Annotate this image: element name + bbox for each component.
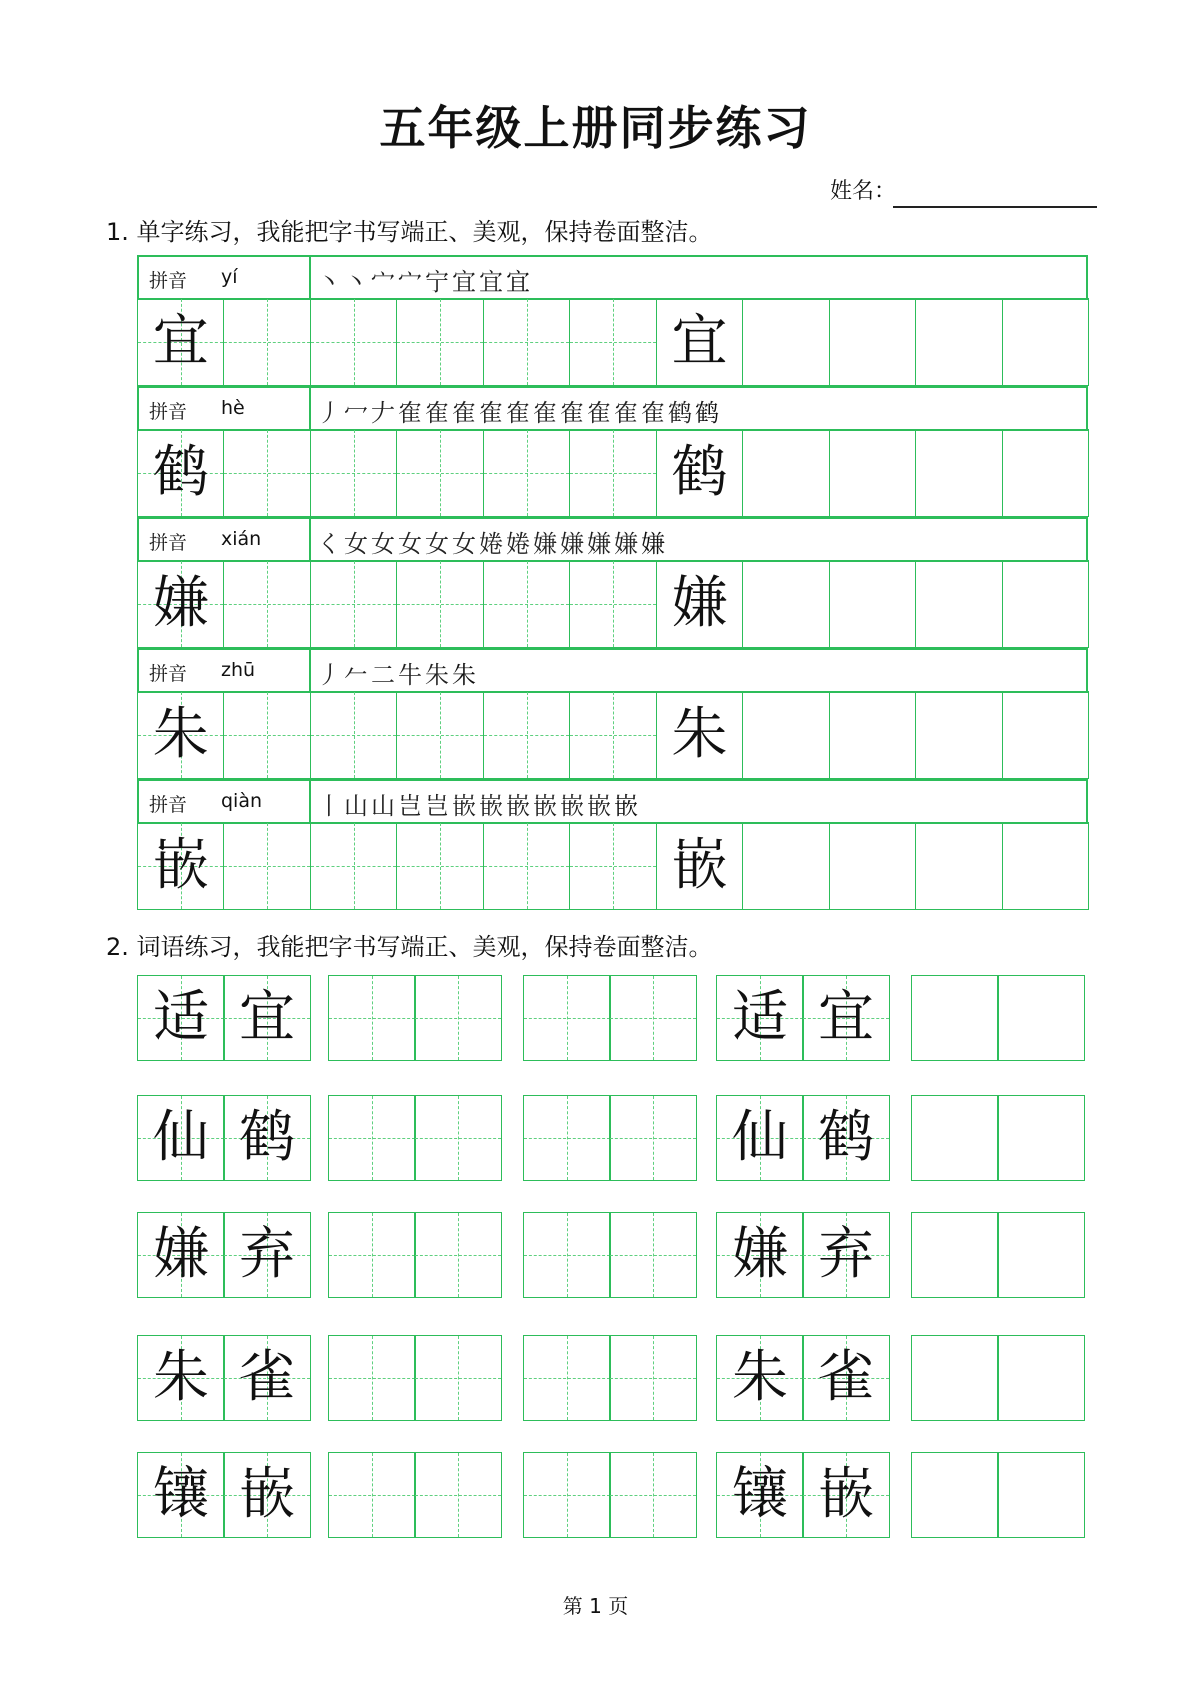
writing-cell[interactable] bbox=[915, 691, 1002, 779]
word-model-cell[interactable] bbox=[137, 1212, 225, 1298]
word-model-cell[interactable] bbox=[223, 1452, 311, 1538]
word-writing-cell[interactable] bbox=[911, 1335, 999, 1421]
guide-line-horizontal bbox=[415, 1018, 501, 1019]
model-char-cell[interactable] bbox=[656, 429, 743, 517]
model-character: 朱 bbox=[152, 702, 209, 767]
model-char-cell[interactable] bbox=[656, 691, 743, 779]
guide-line-horizontal bbox=[397, 866, 482, 867]
model-character: 镶 bbox=[732, 1462, 788, 1527]
word-writing-cell[interactable] bbox=[328, 1452, 416, 1538]
model-character: 宜 bbox=[239, 985, 295, 1050]
stroke-step: 𠂉 bbox=[344, 661, 369, 689]
pinyin-value: zhū bbox=[221, 659, 256, 681]
guide-line-horizontal bbox=[610, 1255, 696, 1256]
writing-cell[interactable] bbox=[310, 560, 397, 648]
guide-line-horizontal bbox=[311, 342, 396, 343]
stroke-step: 岂 bbox=[425, 792, 450, 820]
stroke-step: 山 bbox=[371, 792, 396, 820]
word-writing-cell[interactable] bbox=[414, 1212, 502, 1298]
pinyin-label: 拼音 bbox=[149, 532, 188, 554]
guide-line-horizontal bbox=[484, 604, 569, 605]
word-model-cell[interactable] bbox=[802, 1335, 890, 1421]
word-writing-cell[interactable] bbox=[414, 975, 502, 1061]
word-writing-cell[interactable] bbox=[997, 1212, 1085, 1298]
model-character: 仙 bbox=[153, 1105, 209, 1170]
word-model-cell[interactable] bbox=[802, 1452, 890, 1538]
writing-cell[interactable] bbox=[310, 298, 397, 386]
word-writing-cell[interactable] bbox=[997, 1335, 1085, 1421]
word-model-cell[interactable] bbox=[716, 1335, 804, 1421]
model-character: 嫌 bbox=[732, 1222, 788, 1287]
divider bbox=[309, 388, 311, 429]
pinyin-value: xián bbox=[221, 528, 262, 550]
word-writing-cell[interactable] bbox=[911, 1212, 999, 1298]
guide-line-horizontal bbox=[329, 1378, 415, 1379]
word-writing-cell[interactable] bbox=[609, 975, 697, 1061]
writing-cell[interactable] bbox=[569, 691, 656, 779]
stroke-step: 隺 bbox=[425, 399, 450, 427]
model-character: 仙 bbox=[732, 1105, 788, 1170]
writing-cell[interactable] bbox=[1002, 822, 1089, 910]
guide-line-horizontal bbox=[524, 1255, 610, 1256]
guide-line-horizontal bbox=[311, 604, 396, 605]
word-writing-cell[interactable] bbox=[328, 1212, 416, 1298]
writing-cell[interactable] bbox=[569, 429, 656, 517]
stroke-step: 岂 bbox=[398, 792, 423, 820]
guide-line-horizontal bbox=[570, 473, 655, 474]
guide-line-horizontal bbox=[224, 342, 309, 343]
writing-cell[interactable] bbox=[742, 298, 829, 386]
guide-line-horizontal bbox=[397, 604, 482, 605]
guide-line-horizontal bbox=[484, 866, 569, 867]
stroke-step: 丿 bbox=[317, 399, 342, 427]
writing-cell[interactable] bbox=[915, 560, 1002, 648]
guide-line-horizontal bbox=[224, 735, 309, 736]
section2-heading: 2. 词语练习，我能把字书写端正、美观，保持卷面整洁。 bbox=[106, 933, 713, 961]
guide-line-horizontal bbox=[397, 473, 482, 474]
writing-cell[interactable] bbox=[223, 429, 310, 517]
stroke-step: 嵌 bbox=[587, 792, 612, 820]
model-char-cell[interactable] bbox=[137, 822, 224, 910]
stroke-step: 嫌 bbox=[533, 530, 558, 558]
guide-line-horizontal bbox=[329, 1255, 415, 1256]
word-writing-cell[interactable] bbox=[997, 1452, 1085, 1538]
stroke-step: 隺 bbox=[641, 399, 666, 427]
section1-heading: 1. 单字练习，我能把字书写端正、美观，保持卷面整洁。 bbox=[106, 218, 713, 246]
guide-line-horizontal bbox=[610, 1378, 696, 1379]
stroke-step: 婘 bbox=[506, 530, 531, 558]
stroke-step: 山 bbox=[344, 792, 369, 820]
stroke-step: 宁 bbox=[425, 268, 450, 296]
word-writing-cell[interactable] bbox=[609, 1095, 697, 1181]
pinyin-row bbox=[137, 386, 1088, 431]
word-writing-cell[interactable] bbox=[414, 1335, 502, 1421]
word-writing-cell[interactable] bbox=[523, 1452, 611, 1538]
writing-cell[interactable] bbox=[223, 691, 310, 779]
divider bbox=[309, 519, 311, 560]
word-model-cell[interactable] bbox=[802, 975, 890, 1061]
guide-line-horizontal bbox=[311, 473, 396, 474]
guide-line-horizontal bbox=[524, 1495, 610, 1496]
model-character: 鹤 bbox=[152, 440, 209, 505]
model-character: 弃 bbox=[239, 1222, 295, 1287]
writing-cell[interactable] bbox=[742, 429, 829, 517]
word-model-cell[interactable] bbox=[223, 1212, 311, 1298]
model-character: 嫌 bbox=[153, 1222, 209, 1287]
stroke-step: 隺 bbox=[506, 399, 531, 427]
guide-line-horizontal bbox=[570, 735, 655, 736]
stroke-step: 冖 bbox=[344, 399, 369, 427]
pinyin-value: qiàn bbox=[221, 790, 263, 812]
word-model-cell[interactable] bbox=[802, 1095, 890, 1181]
word-model-cell[interactable] bbox=[223, 975, 311, 1061]
writing-cell[interactable] bbox=[1002, 429, 1089, 517]
guide-line-horizontal bbox=[524, 1378, 610, 1379]
stroke-step: 嫌 bbox=[614, 530, 639, 558]
model-character: 鹤 bbox=[818, 1105, 874, 1170]
writing-cell[interactable] bbox=[1002, 560, 1089, 648]
divider bbox=[309, 257, 311, 298]
stroke-step: 隺 bbox=[398, 399, 423, 427]
writing-cell[interactable] bbox=[483, 429, 570, 517]
divider bbox=[309, 650, 311, 691]
word-model-cell[interactable] bbox=[223, 1335, 311, 1421]
writing-cell[interactable] bbox=[915, 298, 1002, 386]
guide-line-horizontal bbox=[610, 1495, 696, 1496]
writing-cell[interactable] bbox=[483, 560, 570, 648]
stroke-step: 丨 bbox=[317, 792, 342, 820]
guide-line-horizontal bbox=[329, 1495, 415, 1496]
writing-cell[interactable] bbox=[569, 822, 656, 910]
word-model-cell[interactable] bbox=[802, 1212, 890, 1298]
model-character: 嵌 bbox=[152, 833, 209, 898]
stroke-step: 女 bbox=[398, 530, 423, 558]
stroke-step: 女 bbox=[452, 530, 477, 558]
writing-cell[interactable] bbox=[310, 429, 397, 517]
writing-cell[interactable] bbox=[310, 822, 397, 910]
stroke-step: 鹤 bbox=[695, 399, 720, 427]
pinyin-row bbox=[137, 648, 1088, 693]
writing-cell[interactable] bbox=[915, 429, 1002, 517]
guide-line-horizontal bbox=[329, 1138, 415, 1139]
guide-line-horizontal bbox=[311, 735, 396, 736]
word-writing-cell[interactable] bbox=[997, 1095, 1085, 1181]
stroke-step: 嫌 bbox=[587, 530, 612, 558]
stroke-step: 嵌 bbox=[479, 792, 504, 820]
model-char-cell[interactable] bbox=[656, 822, 743, 910]
stroke-step: 丶 bbox=[344, 268, 369, 296]
stroke-step: 嫌 bbox=[641, 530, 666, 558]
stroke-step: 隺 bbox=[479, 399, 504, 427]
guide-line-horizontal bbox=[610, 1018, 696, 1019]
writing-cell[interactable] bbox=[223, 560, 310, 648]
model-character: 适 bbox=[732, 985, 788, 1050]
writing-cell[interactable] bbox=[223, 298, 310, 386]
model-character: 嫌 bbox=[671, 571, 728, 636]
word-writing-cell[interactable] bbox=[609, 1212, 697, 1298]
model-character: 嵌 bbox=[671, 833, 728, 898]
writing-cell[interactable] bbox=[569, 560, 656, 648]
writing-cell[interactable] bbox=[396, 429, 483, 517]
writing-cell[interactable] bbox=[483, 822, 570, 910]
word-writing-cell[interactable] bbox=[911, 1452, 999, 1538]
guide-line-horizontal bbox=[415, 1255, 501, 1256]
guide-line-horizontal bbox=[224, 604, 309, 605]
word-writing-cell[interactable] bbox=[523, 1335, 611, 1421]
writing-cell[interactable] bbox=[396, 560, 483, 648]
writing-cell[interactable] bbox=[829, 560, 916, 648]
stroke-step: 丿 bbox=[317, 661, 342, 689]
model-character: 宜 bbox=[671, 309, 728, 374]
guide-line-horizontal bbox=[570, 866, 655, 867]
stroke-order-sequence bbox=[317, 786, 641, 821]
model-character: 鹤 bbox=[671, 440, 728, 505]
guide-line-horizontal bbox=[484, 735, 569, 736]
stroke-step: 宜 bbox=[479, 268, 504, 296]
pinyin-label: 拼音 bbox=[149, 794, 188, 816]
word-model-cell[interactable] bbox=[137, 975, 225, 1061]
stroke-step: 鹤 bbox=[668, 399, 693, 427]
stroke-step: 宜 bbox=[452, 268, 477, 296]
model-character: 弃 bbox=[818, 1222, 874, 1287]
writing-cell[interactable] bbox=[223, 822, 310, 910]
model-character: 朱 bbox=[671, 702, 728, 767]
word-writing-cell[interactable] bbox=[609, 1335, 697, 1421]
model-char-cell[interactable] bbox=[137, 429, 224, 517]
writing-cell[interactable] bbox=[483, 691, 570, 779]
model-char-cell[interactable] bbox=[137, 298, 224, 386]
name-label: 姓名： bbox=[830, 179, 897, 204]
writing-cell[interactable] bbox=[310, 691, 397, 779]
stroke-step: 隺 bbox=[533, 399, 558, 427]
guide-line-horizontal bbox=[484, 473, 569, 474]
model-character: 镶 bbox=[153, 1462, 209, 1527]
stroke-step: 隺 bbox=[452, 399, 477, 427]
stroke-order-sequence bbox=[317, 262, 533, 297]
guide-line-horizontal bbox=[224, 473, 309, 474]
stroke-step: 宜 bbox=[506, 268, 531, 296]
writing-cell[interactable] bbox=[742, 560, 829, 648]
word-model-cell[interactable] bbox=[716, 1212, 804, 1298]
guide-line-horizontal bbox=[610, 1138, 696, 1139]
model-character: 适 bbox=[153, 985, 209, 1050]
word-model-cell[interactable] bbox=[716, 1095, 804, 1181]
guide-line-horizontal bbox=[570, 342, 655, 343]
writing-cell[interactable] bbox=[396, 822, 483, 910]
stroke-step: 𠂇 bbox=[371, 399, 396, 427]
model-character: 嫌 bbox=[152, 571, 209, 636]
model-character: 鹤 bbox=[239, 1105, 295, 1170]
stroke-step: 丶 bbox=[317, 268, 342, 296]
page-title: 五年级上册同步练习 bbox=[379, 101, 812, 155]
guide-line-horizontal bbox=[570, 604, 655, 605]
guide-line-horizontal bbox=[329, 1018, 415, 1019]
pinyin-value: yí bbox=[221, 266, 238, 288]
stroke-step: 婘 bbox=[479, 530, 504, 558]
word-writing-cell[interactable] bbox=[414, 1452, 502, 1538]
writing-cell[interactable] bbox=[483, 298, 570, 386]
pinyin-row bbox=[137, 517, 1088, 562]
word-writing-cell[interactable] bbox=[609, 1452, 697, 1538]
word-writing-cell[interactable] bbox=[997, 975, 1085, 1061]
word-writing-cell[interactable] bbox=[328, 975, 416, 1061]
model-char-cell[interactable] bbox=[656, 560, 743, 648]
writing-cell[interactable] bbox=[915, 822, 1002, 910]
stroke-step: 嫌 bbox=[560, 530, 585, 558]
model-char-cell[interactable] bbox=[656, 298, 743, 386]
stroke-step: 隺 bbox=[587, 399, 612, 427]
stroke-step: 宀 bbox=[398, 268, 423, 296]
guide-line-horizontal bbox=[415, 1378, 501, 1379]
guide-line-horizontal bbox=[224, 866, 309, 867]
stroke-step: 隺 bbox=[560, 399, 585, 427]
word-model-cell[interactable] bbox=[716, 1452, 804, 1538]
page-number: 第 1 页 bbox=[562, 1594, 629, 1618]
stroke-order-sequence bbox=[317, 655, 479, 690]
guide-line-horizontal bbox=[397, 735, 482, 736]
model-character: 嵌 bbox=[818, 1462, 874, 1527]
pinyin-label: 拼音 bbox=[149, 270, 188, 292]
stroke-step: 嵌 bbox=[614, 792, 639, 820]
word-model-cell[interactable] bbox=[137, 1452, 225, 1538]
model-character: 嵌 bbox=[239, 1462, 295, 1527]
writing-cell[interactable] bbox=[1002, 298, 1089, 386]
writing-cell[interactable] bbox=[829, 298, 916, 386]
model-char-cell[interactable] bbox=[137, 560, 224, 648]
pinyin-label: 拼音 bbox=[149, 401, 188, 423]
stroke-step: 朱 bbox=[452, 661, 477, 689]
name-input-line[interactable] bbox=[893, 206, 1097, 208]
model-character: 雀 bbox=[239, 1345, 295, 1410]
pinyin-row bbox=[137, 255, 1088, 300]
word-model-cell[interactable] bbox=[137, 1095, 225, 1181]
guide-line-horizontal bbox=[524, 1138, 610, 1139]
word-writing-cell[interactable] bbox=[328, 1095, 416, 1181]
writing-cell[interactable] bbox=[829, 691, 916, 779]
word-writing-cell[interactable] bbox=[911, 1095, 999, 1181]
stroke-step: 女 bbox=[344, 530, 369, 558]
guide-line-horizontal bbox=[415, 1138, 501, 1139]
word-model-cell[interactable] bbox=[223, 1095, 311, 1181]
stroke-step: 嵌 bbox=[452, 792, 477, 820]
word-model-cell[interactable] bbox=[716, 975, 804, 1061]
stroke-step: 女 bbox=[425, 530, 450, 558]
writing-cell[interactable] bbox=[829, 822, 916, 910]
word-writing-cell[interactable] bbox=[523, 1212, 611, 1298]
model-character: 宜 bbox=[818, 985, 874, 1050]
guide-line-horizontal bbox=[415, 1495, 501, 1496]
divider bbox=[309, 781, 311, 822]
guide-line-horizontal bbox=[397, 342, 482, 343]
stroke-step: 二 bbox=[371, 661, 396, 689]
model-character: 朱 bbox=[153, 1345, 209, 1410]
stroke-step: く bbox=[317, 530, 342, 558]
stroke-step: 宀 bbox=[371, 268, 396, 296]
model-character: 雀 bbox=[818, 1345, 874, 1410]
stroke-step: 女 bbox=[371, 530, 396, 558]
writing-cell[interactable] bbox=[1002, 691, 1089, 779]
stroke-order-sequence bbox=[317, 393, 722, 428]
stroke-step: 朱 bbox=[425, 661, 450, 689]
guide-line-horizontal bbox=[524, 1018, 610, 1019]
writing-cell[interactable] bbox=[396, 691, 483, 779]
stroke-step: 隺 bbox=[614, 399, 639, 427]
word-writing-cell[interactable] bbox=[328, 1335, 416, 1421]
stroke-step: 牛 bbox=[398, 661, 423, 689]
word-model-cell[interactable] bbox=[137, 1335, 225, 1421]
stroke-order-sequence bbox=[317, 524, 668, 559]
guide-line-horizontal bbox=[484, 342, 569, 343]
writing-cell[interactable] bbox=[742, 822, 829, 910]
word-writing-cell[interactable] bbox=[414, 1095, 502, 1181]
pinyin-label: 拼音 bbox=[149, 663, 188, 685]
word-writing-cell[interactable] bbox=[911, 975, 999, 1061]
pinyin-value: hè bbox=[221, 397, 245, 419]
model-character: 朱 bbox=[732, 1345, 788, 1410]
model-character: 宜 bbox=[152, 309, 209, 374]
guide-line-horizontal bbox=[311, 866, 396, 867]
model-char-cell[interactable] bbox=[137, 691, 224, 779]
stroke-step: 嵌 bbox=[506, 792, 531, 820]
writing-cell[interactable] bbox=[829, 429, 916, 517]
writing-cell[interactable] bbox=[742, 691, 829, 779]
writing-cell[interactable] bbox=[569, 298, 656, 386]
writing-cell[interactable] bbox=[396, 298, 483, 386]
word-writing-cell[interactable] bbox=[523, 1095, 611, 1181]
stroke-step: 嵌 bbox=[533, 792, 558, 820]
word-writing-cell[interactable] bbox=[523, 975, 611, 1061]
pinyin-row bbox=[137, 779, 1088, 824]
stroke-step: 嵌 bbox=[560, 792, 585, 820]
